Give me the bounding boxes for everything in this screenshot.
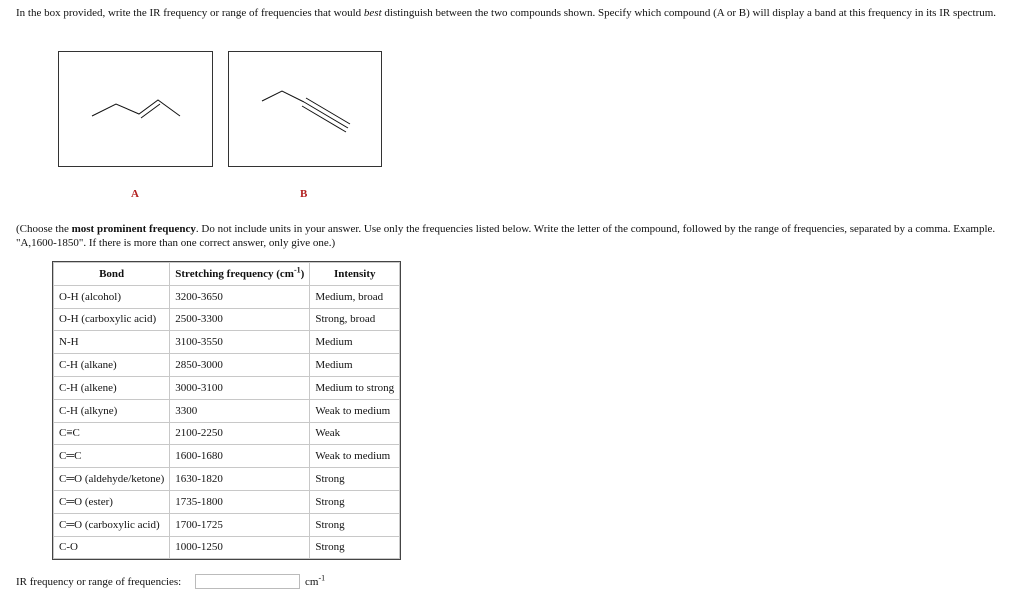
cell-bond: C═C <box>54 445 170 468</box>
instruction-text: In the box provided, write the IR frequency or range of frequencies that would best distinguish between the two compounds shown. Specify which compound (A or B) will display a band at this frequency in its IR spectrum. <box>16 7 997 19</box>
cell-freq: 1735-1800 <box>170 490 310 513</box>
cell-intensity: Medium <box>310 354 400 377</box>
guidance-text: (Choose the most prominent frequency. Do not include units in your answer. Use only the frequencies listed below. Write the letter of the compound, followed by the range of frequencies, separated by a comma. Example. "A,1600-1850". If there is more than one correct answer, only give one.) <box>16 223 996 249</box>
unit-label: $cm^{-1}$ <box>305 573 326 588</box>
cell-bond: C-H (alkyne) <box>54 399 170 422</box>
cell-intensity: Medium, broad <box>310 285 400 308</box>
table-row <box>54 422 400 445</box>
cell-intensity: Strong <box>310 513 400 536</box>
answer-label: IR frequency or range of frequencies: <box>16 576 182 588</box>
cell-bond: C═O (aldehyde/ketone) <box>54 468 170 491</box>
cell-freq: 3300 <box>170 399 310 422</box>
table-row <box>54 399 400 422</box>
cell-intensity: Strong <box>310 468 400 491</box>
compound-a-label: A <box>131 188 139 200</box>
cell-bond: O-H (alcohol) <box>54 285 170 308</box>
cell-freq: 1700-1725 <box>170 513 310 536</box>
cell-bond: O-H (carboxylic acid) <box>54 308 170 331</box>
cell-intensity: Weak to medium <box>310 399 400 422</box>
cell-freq: 2850-3000 <box>170 354 310 377</box>
answer-input[interactable] <box>195 574 300 589</box>
cell-intensity: Weak <box>310 422 400 445</box>
table-row <box>54 468 400 491</box>
cell-bond: C≡C <box>54 422 170 445</box>
table-row <box>54 513 400 536</box>
cell-bond: C-O <box>54 536 170 559</box>
header-frequency: Stretching frequency $(cm^{-1})$ <box>170 263 310 286</box>
compound-b-box <box>228 51 382 167</box>
compound-a-structure <box>59 52 212 166</box>
cell-freq: 1630-1820 <box>170 468 310 491</box>
table-row <box>54 536 400 559</box>
compound-b-structure <box>229 52 381 166</box>
cell-intensity: Medium <box>310 331 400 354</box>
cell-intensity: Medium to strong <box>310 376 400 399</box>
cell-intensity: Strong <box>310 490 400 513</box>
cell-freq: 1000-1250 <box>170 536 310 559</box>
cell-freq: 3100-3550 <box>170 331 310 354</box>
cell-bond: C-H (alkene) <box>54 376 170 399</box>
guidance-emphasis: most prominent frequency <box>71 223 196 235</box>
cell-bond: C═O (carboxylic acid) <box>54 513 170 536</box>
compound-a-box <box>58 51 213 167</box>
header-bond: Bond <box>54 263 170 286</box>
cell-freq: 2500-3300 <box>170 308 310 331</box>
table-row <box>54 376 400 399</box>
table-row <box>54 490 400 513</box>
table-row <box>54 331 400 354</box>
instruction-emphasis: best <box>363 7 382 19</box>
table-row <box>54 354 400 377</box>
cell-bond: C-H (alkane) <box>54 354 170 377</box>
cell-bond: N-H <box>54 331 170 354</box>
table-row <box>54 285 400 308</box>
table-row <box>54 308 400 331</box>
cell-freq: 3000-3100 <box>170 376 310 399</box>
table-row <box>54 445 400 468</box>
header-intensity: Intensity <box>310 263 400 286</box>
cell-freq: 1600-1680 <box>170 445 310 468</box>
table-header-row <box>54 263 400 286</box>
cell-freq: 2100-2250 <box>170 422 310 445</box>
cell-freq: 3200-3650 <box>170 285 310 308</box>
cell-intensity: Strong <box>310 536 400 559</box>
cell-intensity: Weak to medium <box>310 445 400 468</box>
ir-frequency-table <box>53 262 400 559</box>
cell-bond: C═O (ester) <box>54 490 170 513</box>
compound-b-label: B <box>300 188 308 200</box>
cell-intensity: Strong, broad <box>310 308 400 331</box>
